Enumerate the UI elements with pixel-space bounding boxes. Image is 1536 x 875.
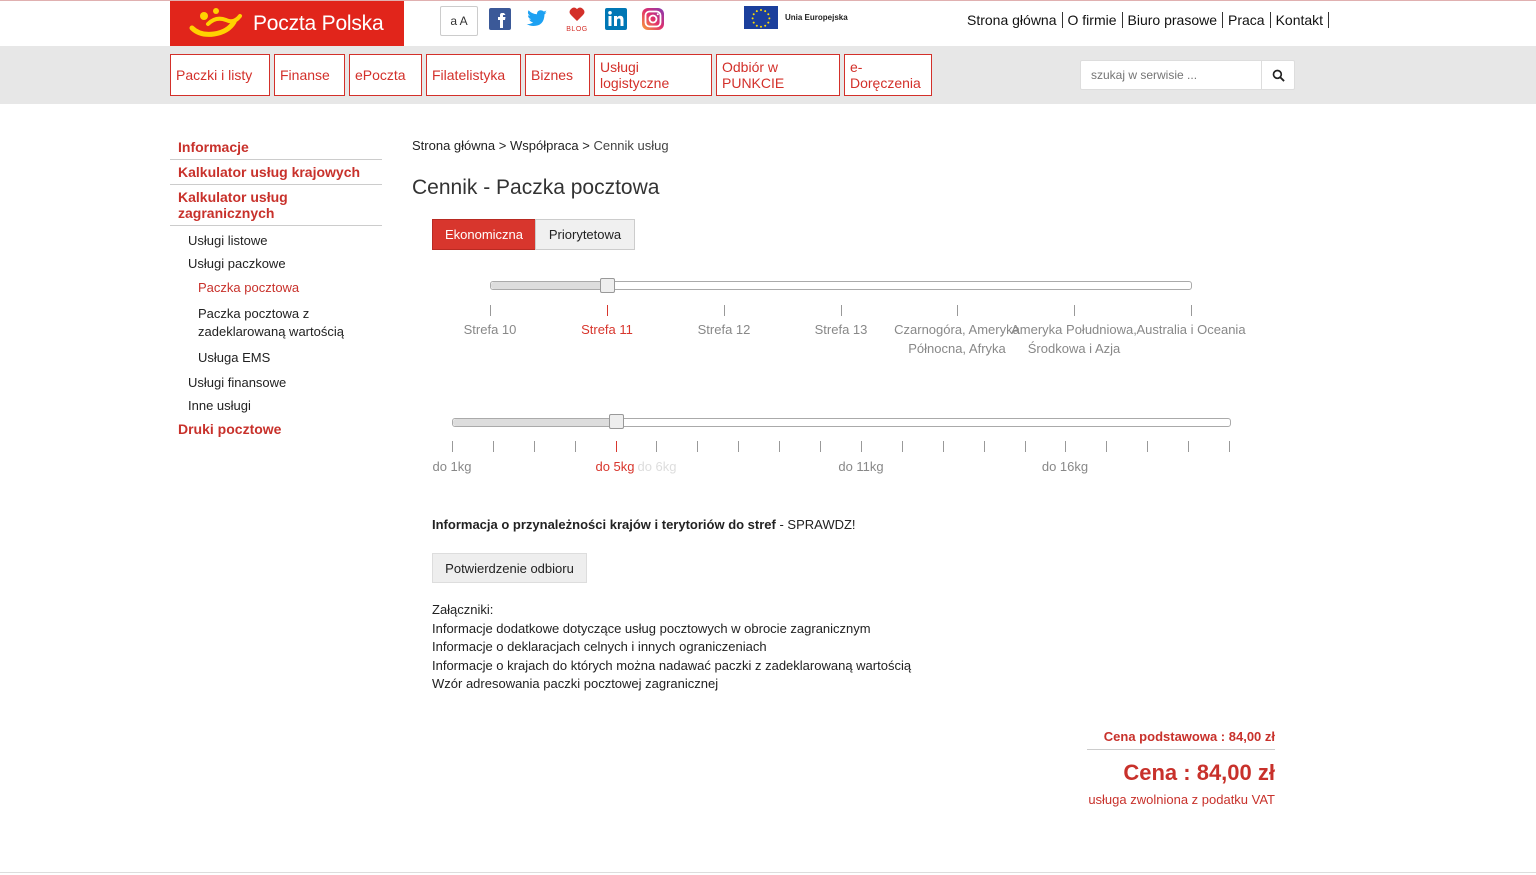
breadcrumb-current: Cennik usług — [593, 138, 669, 153]
sidebar-item-letter-services[interactable]: Usługi listowe — [188, 233, 268, 248]
tab-priority[interactable]: Priorytetowa — [535, 219, 635, 250]
weight-tick[interactable] — [984, 441, 985, 452]
base-price: Cena podstawowa : 84,00 zł — [1087, 729, 1275, 750]
zone-label[interactable]: Czarnogóra, Ameryka Północna, Afryka — [894, 322, 1020, 356]
sidebar-item-other-services[interactable]: Inne usługi — [188, 398, 251, 413]
sidebar — [170, 135, 382, 441]
weight-tick[interactable] — [575, 441, 576, 452]
zone-label[interactable]: Strefa 11 — [581, 322, 633, 337]
eu-label: Unia Europejska — [785, 13, 848, 22]
weight-tick[interactable] — [616, 441, 617, 452]
eu-flag-icon — [744, 6, 778, 29]
weight-label-5kg[interactable]: do 5kg — [595, 459, 635, 474]
zone-tick[interactable] — [607, 305, 608, 316]
top-link-press[interactable]: Biuro prasowe — [1123, 12, 1224, 28]
zone-tick[interactable] — [1191, 305, 1192, 316]
weight-tick[interactable] — [656, 441, 657, 452]
weight-tick[interactable] — [738, 441, 739, 452]
nav-item-logistics[interactable]: Usługi logistyczne — [594, 54, 712, 96]
vat-note: usługa zwolniona z podatku VAT — [1088, 792, 1275, 807]
attachment-link[interactable]: Informacje o krajach do których można nadawać paczki z zadeklarowaną wartością — [432, 657, 912, 673]
weight-label-16kg[interactable]: do 16kg — [1041, 459, 1089, 474]
zone-label[interactable]: Australia i Oceania — [1136, 322, 1246, 337]
footer-border — [0, 872, 1536, 873]
weight-tick[interactable] — [1106, 441, 1107, 452]
weight-tick[interactable] — [779, 441, 780, 452]
sidebar-item-parcel-services[interactable]: Usługi paczkowe — [188, 256, 286, 271]
top-link-about[interactable]: O firmie — [1063, 12, 1123, 28]
attachment-link[interactable]: Wzór adresowania paczki pocztowej zagranicznej — [432, 676, 719, 692]
zone-info-bold: Informacja o przynależności krajów i terytoriów do stref — [432, 517, 776, 532]
instagram-icon[interactable] — [641, 7, 665, 31]
weight-tick[interactable] — [1065, 441, 1066, 452]
zone-slider-track[interactable] — [490, 281, 1192, 290]
weight-tick[interactable] — [861, 441, 862, 452]
total-price: Cena : 84,00 zł — [1123, 760, 1275, 785]
breadcrumb-section[interactable]: Współpraca — [509, 138, 579, 153]
weight-tick[interactable] — [493, 441, 494, 452]
nav-item-business[interactable]: Biznes — [525, 54, 590, 96]
nav-item-parcels[interactable]: Paczki i listy — [170, 54, 270, 96]
zone-label[interactable]: Strefa 12 — [697, 322, 751, 337]
attachment-link[interactable]: Informacje o deklaracjach celnych i innych ograniczeniach — [432, 639, 767, 655]
breadcrumb-home[interactable]: Strona główna — [412, 138, 496, 153]
blog-icon[interactable] — [564, 7, 590, 31]
nav-item-epoczta[interactable]: ePoczta — [349, 54, 422, 96]
zone-tick[interactable] — [490, 305, 491, 316]
weight-tick[interactable] — [534, 441, 535, 452]
weight-tick[interactable] — [1147, 441, 1148, 452]
sidebar-item-financial-services[interactable]: Usługi finansowe — [188, 375, 287, 390]
zone-label[interactable]: Strefa 10 — [463, 322, 517, 337]
delivery-confirmation-button[interactable]: Potwierdzenie odbioru — [432, 553, 587, 583]
top-links — [967, 12, 1329, 28]
nav-item-finance[interactable]: Finanse — [274, 54, 345, 96]
zone-label[interactable]: Ameryka Południowa, Środkowa i Azja — [1011, 322, 1137, 356]
zone-label[interactable]: Strefa 13 — [814, 322, 868, 337]
sidebar-item-postal-forms[interactable]: Druki pocztowe — [178, 421, 282, 437]
nav-item-pickup-point[interactable]: Odbiór w PUNKCIE — [716, 54, 840, 96]
weight-tick[interactable] — [1229, 441, 1230, 452]
blog-label: BLOG — [566, 26, 588, 33]
weight-slider-track[interactable] — [452, 418, 1231, 427]
facebook-icon[interactable] — [488, 7, 512, 31]
weight-tick[interactable] — [902, 441, 903, 452]
sidebar-item-information[interactable]: Informacje — [170, 135, 382, 160]
weight-label-1kg[interactable]: do 1kg — [432, 459, 472, 474]
weight-tick[interactable] — [943, 441, 944, 452]
eu-badge[interactable] — [744, 6, 848, 29]
zone-tick[interactable] — [724, 305, 725, 316]
search-input[interactable] — [1081, 61, 1261, 89]
weight-tick[interactable] — [697, 441, 698, 452]
weight-tick[interactable] — [820, 441, 821, 452]
weight-label-6kg[interactable]: do 6kg — [637, 459, 677, 474]
attachments-title: Załączniki: — [432, 602, 494, 617]
breadcrumb — [412, 138, 669, 153]
attachments — [432, 601, 911, 694]
weight-tick[interactable] — [1188, 441, 1189, 452]
sidebar-item-ems[interactable]: Usługa EMS — [198, 350, 271, 365]
zone-tick[interactable] — [841, 305, 842, 316]
zone-slider-handle[interactable] — [600, 278, 615, 293]
logo-text: Poczta Polska — [253, 11, 384, 35]
sidebar-item-declared-value-parcel[interactable]: Paczka pocztowa z zadeklarowaną wartością — [198, 306, 344, 339]
breadcrumb-separator: > — [582, 138, 590, 153]
weight-tick[interactable] — [1025, 441, 1026, 452]
top-link-careers[interactable]: Praca — [1223, 12, 1271, 28]
zone-tick[interactable] — [1074, 305, 1075, 316]
linkedin-icon[interactable] — [604, 7, 628, 31]
tab-economy[interactable]: Ekonomiczna — [432, 219, 536, 250]
zone-tick[interactable] — [957, 305, 958, 316]
zone-slider-fill — [491, 282, 608, 289]
nav-item-e-delivery[interactable]: e-Doręczenia — [844, 54, 932, 96]
weight-tick[interactable] — [452, 441, 453, 452]
search-button[interactable] — [1261, 61, 1294, 89]
poczta-polska-logo[interactable] — [170, 1, 404, 46]
top-link-home[interactable]: Strona główna — [967, 12, 1063, 28]
font-size-toggle[interactable]: a A — [440, 6, 478, 36]
nav-item-philately[interactable]: Filatelistyka — [426, 54, 521, 96]
zone-info-link[interactable] — [432, 517, 856, 532]
zone-info-check: - SPRAWDZ! — [775, 517, 856, 532]
sidebar-item-foreign-calculator[interactable]: Kalkulator usług zagranicznych — [170, 185, 382, 226]
top-link-contact[interactable]: Kontakt — [1271, 12, 1329, 28]
main-nav — [0, 46, 1536, 104]
page-title: Cennik - Paczka pocztowa — [412, 176, 660, 199]
weight-slider-handle[interactable] — [609, 414, 624, 429]
search-icon — [1272, 69, 1285, 82]
sidebar-item-domestic-calculator[interactable]: Kalkulator usług krajowych — [170, 160, 382, 185]
sidebar-item-postal-parcel[interactable]: Paczka pocztowa — [198, 280, 300, 295]
breadcrumb-separator: > — [498, 138, 507, 153]
post-horn-icon — [188, 6, 246, 42]
weight-label-11kg[interactable]: do 11kg — [838, 459, 884, 474]
weight-slider-fill — [453, 419, 617, 426]
search-box — [1080, 60, 1295, 90]
twitter-icon[interactable] — [525, 7, 549, 31]
attachment-link[interactable]: Informacje dodatkowe dotyczące usług pocztowych w obrocie zagranicznym — [432, 620, 871, 636]
